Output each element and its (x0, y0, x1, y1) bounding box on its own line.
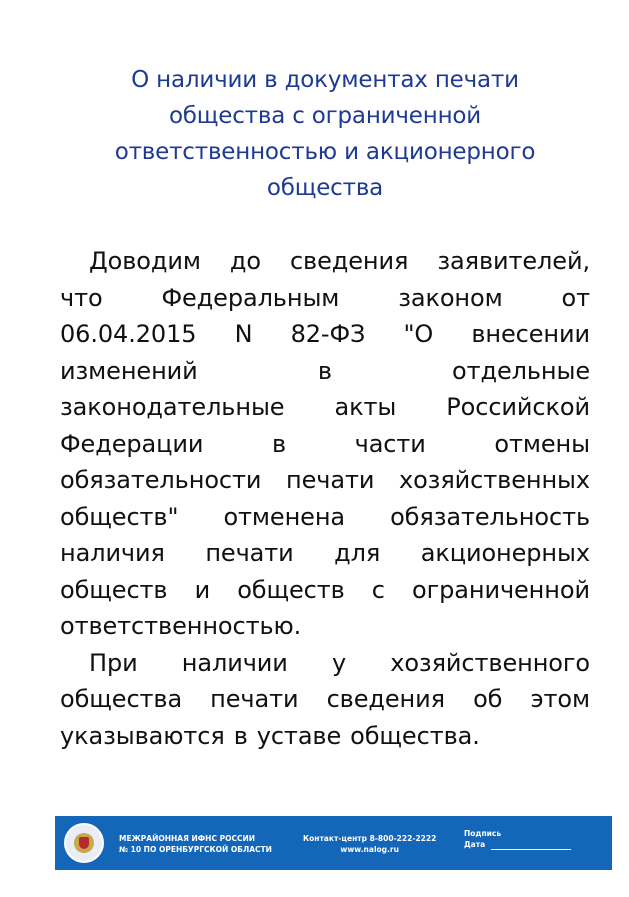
footer-organization (119, 833, 272, 855)
text-word: Федеральным (161, 283, 340, 312)
text-word: и (194, 575, 211, 604)
text-word: печати (205, 539, 294, 567)
text-word: ответственностью. (60, 612, 302, 640)
document-title (60, 62, 590, 206)
text-word: печати (210, 685, 299, 713)
text-word: внесении (471, 320, 590, 348)
text-line (60, 243, 590, 280)
title-line: общества (266, 175, 384, 201)
contact-center-phone: Контакт-центр 8-800-222-2222 (303, 834, 437, 843)
text-word: Доводим (89, 247, 201, 275)
text-word: общества. (350, 721, 480, 750)
text-word: обществ" (60, 502, 179, 531)
text-word: акционерных (420, 539, 590, 567)
text-word: хозяйственных (398, 466, 590, 494)
text-line (60, 572, 590, 609)
text-word: для (334, 539, 381, 567)
text-word: обязательность (390, 502, 590, 531)
date-label: Дата (464, 840, 486, 849)
text-word: общества (60, 685, 183, 713)
text-word: изменений (60, 356, 198, 385)
text-word: отмены (494, 429, 590, 458)
text-line (60, 280, 590, 317)
fns-emblem-icon (64, 823, 104, 863)
text-word: отдельные (451, 356, 590, 385)
text-word: от (561, 283, 590, 312)
text-word: уставе (256, 721, 342, 750)
text-word: акты (334, 393, 397, 421)
text-word: заявителей, (437, 247, 590, 275)
text-word: При (89, 648, 138, 677)
text-line (60, 718, 590, 755)
footer-bar (55, 816, 612, 870)
text-word: отменена (223, 502, 346, 531)
text-line (60, 462, 590, 499)
text-word: 06.04.2015 (60, 320, 197, 348)
title-line: О наличии в документах печати (131, 67, 519, 93)
title-line: общества с ограниченной (168, 103, 482, 129)
footer-contact (303, 833, 436, 855)
footer-org-line: МЕЖРАЙОННАЯ ИФНС РОССИИ (119, 834, 256, 843)
text-word: сведения (326, 685, 445, 713)
text-word: наличия (60, 539, 165, 567)
text-word: что (60, 283, 103, 312)
footer-signature (464, 828, 571, 850)
text-line (60, 389, 590, 426)
website-link[interactable]: www.nalog.ru (340, 845, 399, 854)
text-line (60, 426, 590, 463)
text-word: ограниченной (412, 575, 590, 604)
text-word: в (233, 721, 248, 750)
text-word: законом (398, 283, 503, 312)
text-line (60, 608, 590, 645)
text-word: "О (403, 320, 434, 348)
text-word: печати (286, 466, 375, 494)
text-line (60, 499, 590, 536)
text-word: Российской (446, 393, 590, 421)
text-word: наличии (181, 648, 288, 677)
text-word: с (371, 575, 385, 604)
text-word: этом (530, 685, 590, 713)
signature-label: Подпись (464, 829, 502, 838)
text-word: указываются (60, 721, 225, 750)
text-word: обществ (60, 575, 168, 604)
text-word: законодательные (60, 393, 285, 421)
text-line (60, 681, 590, 718)
text-word: части (354, 429, 426, 458)
text-word: хозяйственного (390, 648, 590, 677)
text-word: у (331, 648, 347, 677)
text-word: 82-ФЗ (290, 320, 366, 348)
text-word: в (271, 429, 287, 458)
text-word: в (317, 356, 332, 385)
text-word: N (234, 320, 253, 348)
text-word: обязательности (60, 466, 262, 494)
text-line (60, 353, 590, 390)
text-line (60, 645, 590, 682)
paragraph-2 (60, 645, 590, 755)
date-blank-line (491, 841, 571, 850)
text-word: до (229, 247, 261, 275)
text-line (60, 316, 590, 353)
text-word: об (473, 685, 503, 713)
date-row (464, 839, 571, 850)
text-word: обществ (237, 575, 345, 604)
title-line: ответственностью и акционерного (114, 139, 536, 165)
text-word: сведения (289, 247, 409, 275)
footer-org-line: № 10 ПО ОРЕНБУРГСКОЙ ОБЛАСТИ (119, 845, 272, 854)
paragraph-1 (60, 243, 590, 645)
text-line (60, 535, 590, 572)
document-body (60, 243, 590, 754)
text-word: Федерации (60, 429, 204, 458)
